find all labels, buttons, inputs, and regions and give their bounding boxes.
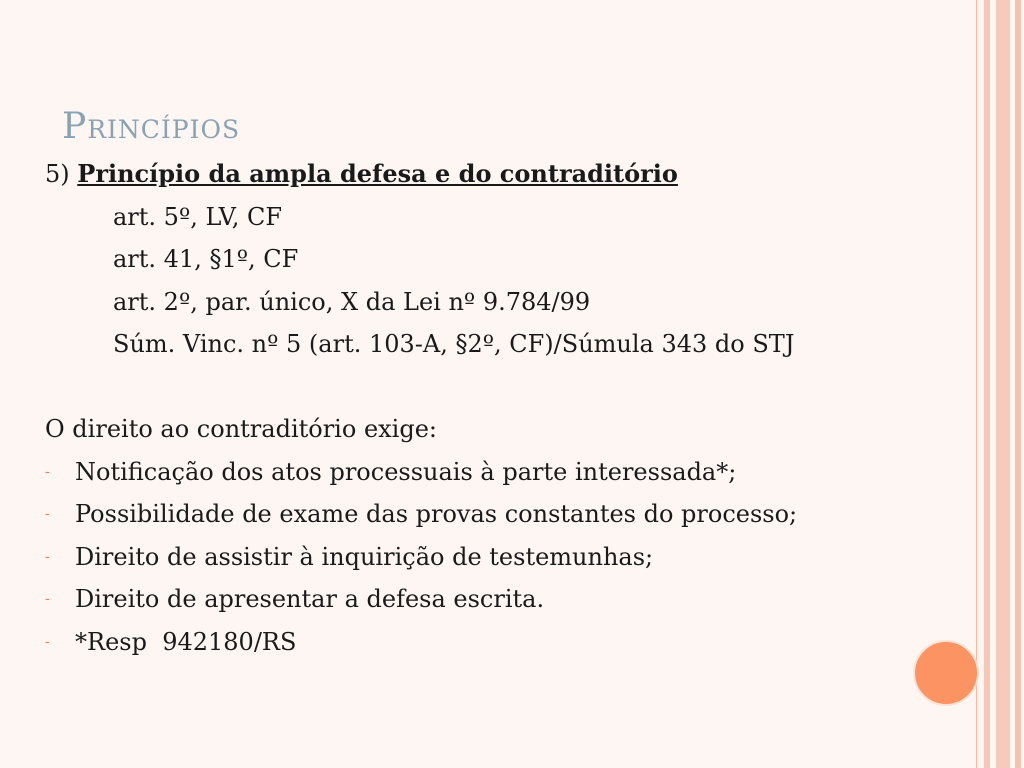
reference-line: art. 41, §1º, CF [113, 245, 299, 273]
reference-line: art. 2º, par. único, X da Lei nº 9.784/99 [113, 287, 591, 316]
bullet-dash: - [45, 463, 50, 480]
reference-line: Súm. Vinc. nº 5 (art. 103-A, §2º, CF)/Súmula 343 do STJ [113, 330, 795, 358]
list-item-text: Direito de assistir à inquirição de testemunhas; [75, 542, 654, 571]
bullet-dash: - [45, 548, 50, 565]
list-item-text: Possibilidade de exame das provas constantes do processo; [75, 500, 798, 528]
right-border-decoration [976, 0, 1024, 768]
list-item-text: *Resp 942180/RS [75, 627, 297, 656]
border-stripe [976, 0, 977, 768]
list-item [45, 493, 925, 536]
list-item [45, 621, 925, 664]
border-stripe [996, 0, 1010, 768]
bullet-dash: - [45, 591, 50, 607]
reference-line: art. 5º, LV, CF [113, 202, 282, 231]
bullet-dash: - [45, 506, 50, 522]
list-item [45, 536, 925, 579]
slide-title: Princípios [62, 106, 241, 147]
heading-text: Princípio da ampla defesa e do contraditório [77, 159, 678, 188]
list-item [45, 578, 925, 621]
list-item-text: Direito de apresentar a defesa escrita. [75, 585, 545, 613]
heading-number: 5) [45, 160, 70, 188]
intro-text: O direito ao contraditório exige: [45, 415, 438, 443]
list-item-text: Notificação dos atos processuais à parte interessada*; [75, 457, 737, 486]
bullet-dash: - [45, 633, 50, 650]
slide-body [45, 153, 925, 663]
border-stripe [984, 0, 990, 768]
blank-line [45, 366, 925, 409]
border-stripe [1015, 0, 1021, 768]
principle-heading [45, 153, 925, 196]
list-item [45, 451, 925, 494]
